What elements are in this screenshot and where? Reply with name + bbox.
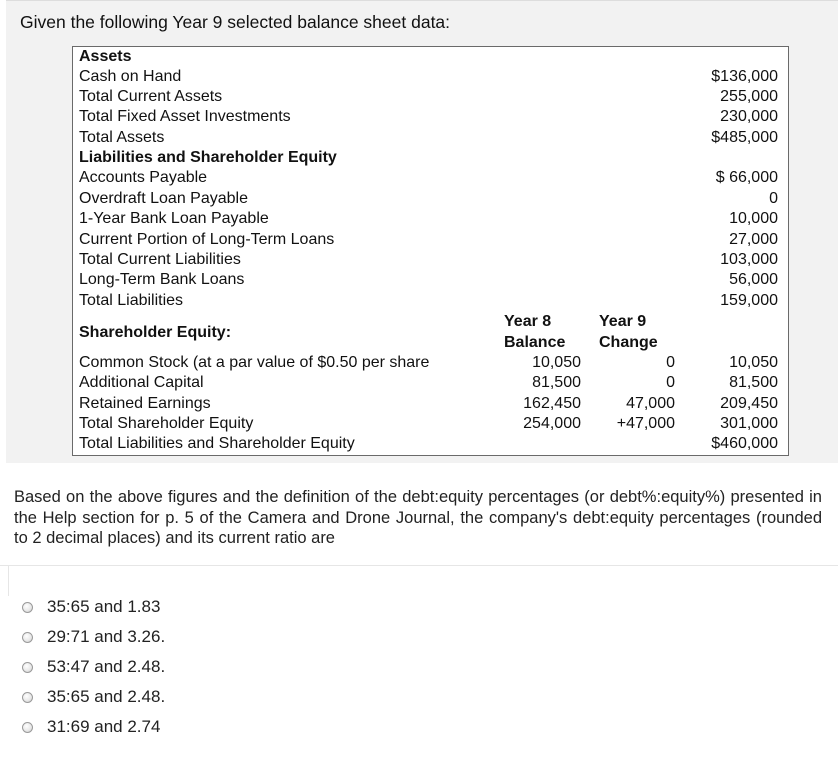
- row-value: $485,000: [711, 129, 778, 146]
- row-value: 56,000: [729, 271, 778, 288]
- year8-value: 81,500: [532, 374, 581, 391]
- liabilities-heading: Liabilities and Shareholder Equity: [79, 149, 337, 166]
- row-label: Total Current Liabilities: [79, 251, 241, 268]
- row-value: 27,000: [729, 231, 778, 248]
- year8-value: 254,000: [523, 415, 581, 432]
- row-label: Overdraft Loan Payable: [79, 190, 248, 207]
- table-row: [73, 250, 788, 271]
- assets-heading: Assets: [79, 48, 132, 65]
- balance-sheet: [72, 46, 789, 456]
- row-value: $460,000: [711, 435, 778, 452]
- table-row: [73, 128, 788, 149]
- row-value: 209,450: [720, 395, 778, 412]
- row-label: Total Liabilities and Shareholder Equity: [79, 435, 355, 452]
- row-value: 81,500: [729, 374, 778, 391]
- year8-column-subheader: Balance: [504, 334, 566, 351]
- answer-choice[interactable]: [22, 712, 165, 742]
- year8-value: 10,050: [532, 354, 581, 371]
- row-label: Total Assets: [79, 129, 165, 146]
- equity-column-header-row-2: [73, 333, 788, 354]
- answer-choice[interactable]: [22, 622, 165, 652]
- table-row: [73, 394, 788, 415]
- row-value: 10,000: [729, 210, 778, 227]
- row-value: 103,000: [720, 251, 778, 268]
- choice-label[interactable]: 35:65 and 1.83: [47, 597, 161, 616]
- table-row-total: [73, 434, 788, 455]
- row-label: Total Current Assets: [79, 88, 223, 105]
- row-label: Accounts Payable: [79, 169, 208, 186]
- row-label: Total Liabilities: [79, 292, 184, 309]
- answer-choice[interactable]: [22, 652, 165, 682]
- table-row: [73, 353, 788, 374]
- table-row: [73, 168, 788, 189]
- table-row: [73, 230, 788, 251]
- table-row: [73, 373, 788, 394]
- table-row: [73, 107, 788, 128]
- row-value: $ 66,000: [715, 169, 778, 186]
- row-value: 230,000: [720, 108, 778, 125]
- row-label: 1-Year Bank Loan Payable: [79, 210, 269, 227]
- year9-column-subheader: Change: [599, 334, 658, 351]
- change-value: 0: [666, 354, 675, 371]
- table-row: [73, 67, 788, 88]
- row-value: 159,000: [720, 292, 778, 309]
- radio-button[interactable]: [22, 662, 33, 673]
- table-row: [73, 291, 788, 312]
- row-value: 10,050: [729, 354, 778, 371]
- answer-choice[interactable]: [22, 682, 165, 712]
- row-label: Total Shareholder Equity: [79, 415, 254, 432]
- answer-choice[interactable]: [22, 592, 165, 622]
- radio-button[interactable]: [22, 692, 33, 703]
- divider: [0, 566, 9, 596]
- radio-button[interactable]: [22, 602, 33, 613]
- choice-label[interactable]: 29:71 and 3.26.: [47, 627, 166, 646]
- table-row: [73, 87, 788, 108]
- year9-column-header: Year 9: [599, 313, 647, 330]
- choice-label[interactable]: 53:47 and 2.48.: [47, 657, 166, 676]
- row-value: 301,000: [720, 415, 778, 432]
- year8-value: 162,450: [523, 395, 581, 412]
- table-row: [73, 414, 788, 435]
- radio-button[interactable]: [22, 632, 33, 643]
- change-value: 0: [666, 374, 675, 391]
- table-row: [73, 189, 788, 210]
- row-label: Cash on Hand: [79, 68, 182, 85]
- choice-label[interactable]: 35:65 and 2.48.: [47, 687, 166, 706]
- table-row: [73, 209, 788, 230]
- table-row: [73, 270, 788, 291]
- row-label: Retained Earnings: [79, 395, 211, 412]
- equity-heading: Shareholder Equity:: [79, 324, 232, 341]
- question-block: [6, 0, 838, 463]
- assets-heading-row: [73, 47, 788, 68]
- row-value: 0: [769, 190, 778, 207]
- liabilities-heading-row: [73, 148, 788, 169]
- answer-choices: [22, 592, 165, 742]
- row-value: $136,000: [711, 68, 778, 85]
- question-intro: Given the following Year 9 selected balance sheet data:: [20, 12, 451, 32]
- row-value: 255,000: [720, 88, 778, 105]
- row-label: Additional Capital: [79, 374, 204, 391]
- radio-button[interactable]: [22, 722, 33, 733]
- row-label: Common Stock (at a par value of $0.50 per share: [79, 354, 430, 371]
- change-value: +47,000: [616, 415, 675, 432]
- year8-column-header: Year 8: [504, 313, 552, 330]
- change-value: 47,000: [626, 395, 675, 412]
- row-label: Total Fixed Asset Investments: [79, 108, 291, 125]
- divider: [0, 565, 838, 566]
- question-stem: Based on the above figures and the definition of the debt:equity percentages (or debt%:equity%) presented in the Help section for p. 5 of the Camera and Drone Journal, the company's debt:equity percentages (rounded to 2 decimal places) and its current ratio are: [14, 488, 822, 547]
- choice-label[interactable]: 31:69 and 2.74: [47, 717, 161, 736]
- row-label: Current Portion of Long-Term Loans: [79, 231, 335, 248]
- row-label: Long-Term Bank Loans: [79, 271, 245, 288]
